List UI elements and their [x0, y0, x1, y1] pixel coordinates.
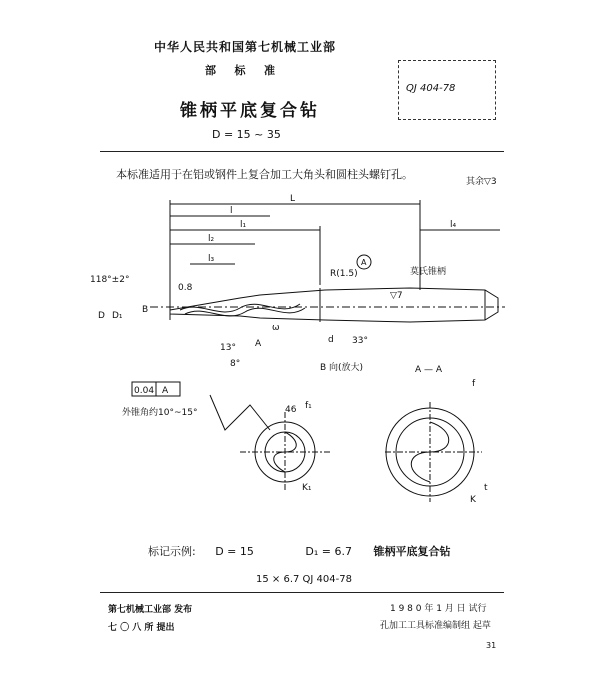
label-view-b: B 向(放大) — [320, 363, 364, 373]
label-D: D — [98, 311, 105, 321]
footer-rule — [100, 592, 504, 593]
label-l1: l₁ — [240, 220, 247, 230]
footer-drafter: 孔加工工具标准编制组 起草 — [380, 621, 491, 631]
label-outer-angle: 外锥角约10°~15° — [122, 408, 198, 418]
label-w: ω — [272, 323, 280, 333]
marking-example — [148, 543, 451, 559]
label-tol: 0.04 — [134, 386, 155, 396]
example-line2: 15 × 6.7 QJ 404-78 — [256, 574, 352, 585]
label-view-aa: A — A — [415, 365, 443, 375]
document-title: 锥柄平底复合钻 — [180, 101, 320, 121]
drill-body-outline — [170, 288, 498, 322]
standard-code: QJ 404-78 — [406, 83, 456, 94]
standard-word-1: 部 — [205, 64, 216, 77]
label-46: 46 — [285, 405, 297, 415]
label-B-main: B — [142, 305, 149, 315]
label-f1: f₁ — [305, 401, 312, 411]
label-morse: 莫氏锥柄 — [410, 267, 447, 277]
header-rule — [100, 151, 504, 152]
label-angle-main: 118°±2° — [90, 275, 130, 285]
label-l2: l₂ — [208, 234, 215, 244]
label-t: t — [484, 483, 488, 493]
page-number: 31 — [486, 641, 497, 650]
example-name: 锥柄平底复合钻 — [373, 545, 451, 558]
example-d: D = 15 — [215, 545, 254, 558]
label-ang33: 33° — [352, 336, 368, 346]
footer-proposer: 七 〇 八 所 提出 — [108, 623, 175, 633]
label-d: d — [328, 335, 334, 345]
example-d1: D₁ = 6.7 — [305, 545, 352, 558]
footer-issuer: 第七机械工业部 发布 — [108, 605, 193, 615]
label-K1: K₁ — [302, 483, 312, 493]
document-subtitle: D = 15 ~ 35 — [212, 128, 281, 141]
label-g2: R(1.5) — [330, 269, 358, 279]
label-D1: D₁ — [112, 311, 123, 321]
label-f: f — [472, 379, 476, 389]
ministry-header: 中华人民共和国第七机械工业部 — [153, 40, 336, 54]
example-label: 标记示例: — [148, 545, 196, 558]
scope-statement: 本标准适用于在铝或钢件上复合加工大角头和圆柱头螺钉孔。 — [116, 168, 413, 181]
label-A-marker: A — [361, 258, 367, 267]
technical-drawing — [90, 190, 510, 530]
standard-header — [205, 62, 275, 78]
label-l3: l₃ — [208, 254, 215, 264]
footer-date: 1 9 8 0 年 1 月 日 试行 — [390, 604, 487, 614]
surface-roughness-note: 其余▽3 — [466, 177, 497, 187]
edge-detail — [210, 395, 270, 430]
label-L: L — [290, 194, 296, 204]
label-l4: l₄ — [450, 220, 457, 230]
label-ang13: 13° — [220, 343, 236, 353]
label-K: K — [470, 495, 476, 505]
standard-word-3: 准 — [264, 64, 275, 77]
label-cs: ▽7 — [390, 291, 403, 301]
label-g1: 0.8 — [178, 283, 193, 293]
label-l: l — [230, 206, 233, 216]
label-A1: A — [255, 339, 262, 349]
label-ang8: 8° — [230, 359, 241, 369]
label-tol-datum: A — [162, 386, 169, 396]
standard-word-2: 标 — [234, 64, 246, 77]
